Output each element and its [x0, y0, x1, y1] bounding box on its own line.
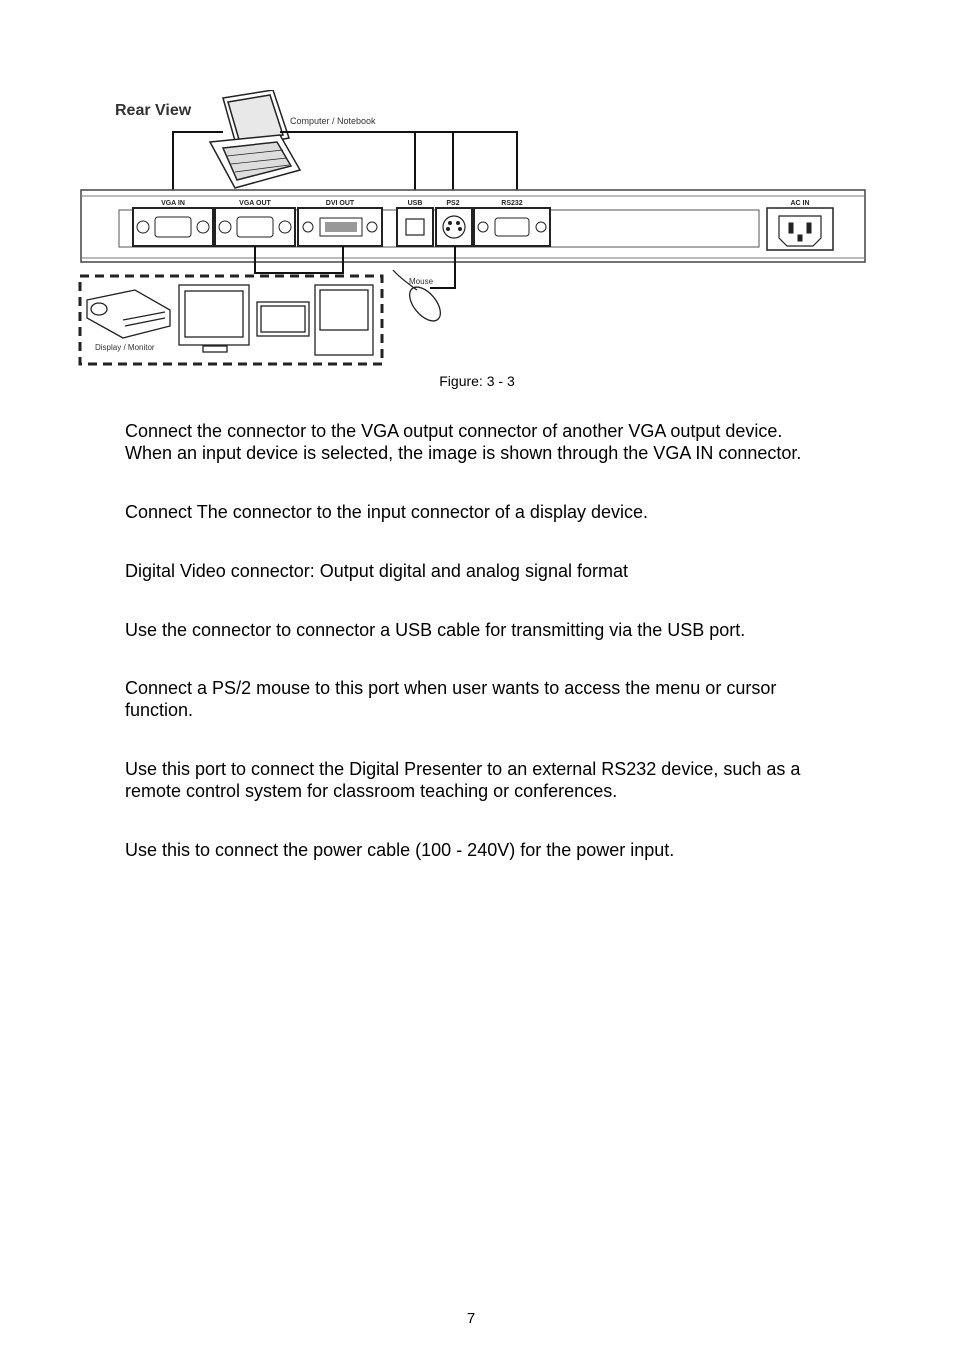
- text-line: Use the connector to connector a USB cable for transmitting via the USB port.: [125, 620, 746, 640]
- text-line: Use this port to connect the Digital Presenter to an external RS232 device, such as a: [125, 759, 801, 779]
- text-line: Digital Video connector: Output digital and analog signal format: [125, 561, 628, 581]
- page-number: 7: [466, 1310, 476, 1327]
- usb-label: USB: [407, 200, 423, 207]
- tv-icon: [315, 285, 373, 355]
- vga-out-port-icon: [215, 208, 295, 246]
- text-line: remote control system for classroom teaching or conferences.: [125, 781, 618, 801]
- rear-view-figure: [75, 90, 870, 370]
- vga-in-label: VGA IN: [161, 200, 185, 207]
- display-label: Display / Monitor: [95, 343, 155, 352]
- ac-in-label: AC IN: [790, 200, 810, 207]
- ps2-port-icon: [436, 208, 472, 246]
- paragraph-usb: [125, 619, 870, 641]
- laptop-icon: [210, 90, 300, 188]
- vga-in-port-icon: [133, 208, 213, 246]
- figure-caption: Figure: 3 - 3: [439, 373, 515, 389]
- crt-monitor-icon: [179, 285, 249, 352]
- ac-in-port-icon: [767, 208, 833, 250]
- dvi-out-label: DVI OUT: [325, 200, 355, 207]
- paragraph-ps2: [125, 677, 870, 721]
- rs232-port-icon: [474, 208, 550, 246]
- flat-panel-icon: [257, 302, 309, 336]
- paragraph-rs232: [125, 758, 870, 802]
- computer-label: Computer / Notebook: [290, 116, 376, 126]
- ps2-label: PS2: [446, 200, 460, 207]
- rs232-label: RS232: [501, 200, 523, 207]
- text-line: Connect The connector to the input connector of a display device.: [125, 502, 648, 522]
- text-line: Connect the connector to the VGA output connector of another VGA output device.: [125, 421, 783, 441]
- text-line: Connect a PS/2 mouse to this port when user wants to access the menu or cursor: [125, 678, 777, 698]
- paragraph-ac-in: [125, 839, 870, 861]
- text-line: function.: [125, 700, 194, 720]
- text-line: Use this to connect the power cable (100 - 240V) for the power input.: [125, 840, 675, 860]
- text-line: When an input device is selected, the image is shown through the VGA IN connector.: [125, 443, 802, 463]
- paragraph-vga-in: [125, 420, 870, 464]
- figure-heading: Rear View: [115, 102, 192, 119]
- dvi-out-port-icon: [298, 208, 382, 246]
- usb-port-icon: [397, 208, 433, 246]
- mouse-label: Mouse: [409, 277, 434, 286]
- paragraph-vga-out: [125, 501, 870, 523]
- vga-out-label: VGA OUT: [239, 200, 271, 207]
- paragraph-dvi-out: [125, 560, 870, 582]
- projector-icon: [87, 290, 170, 338]
